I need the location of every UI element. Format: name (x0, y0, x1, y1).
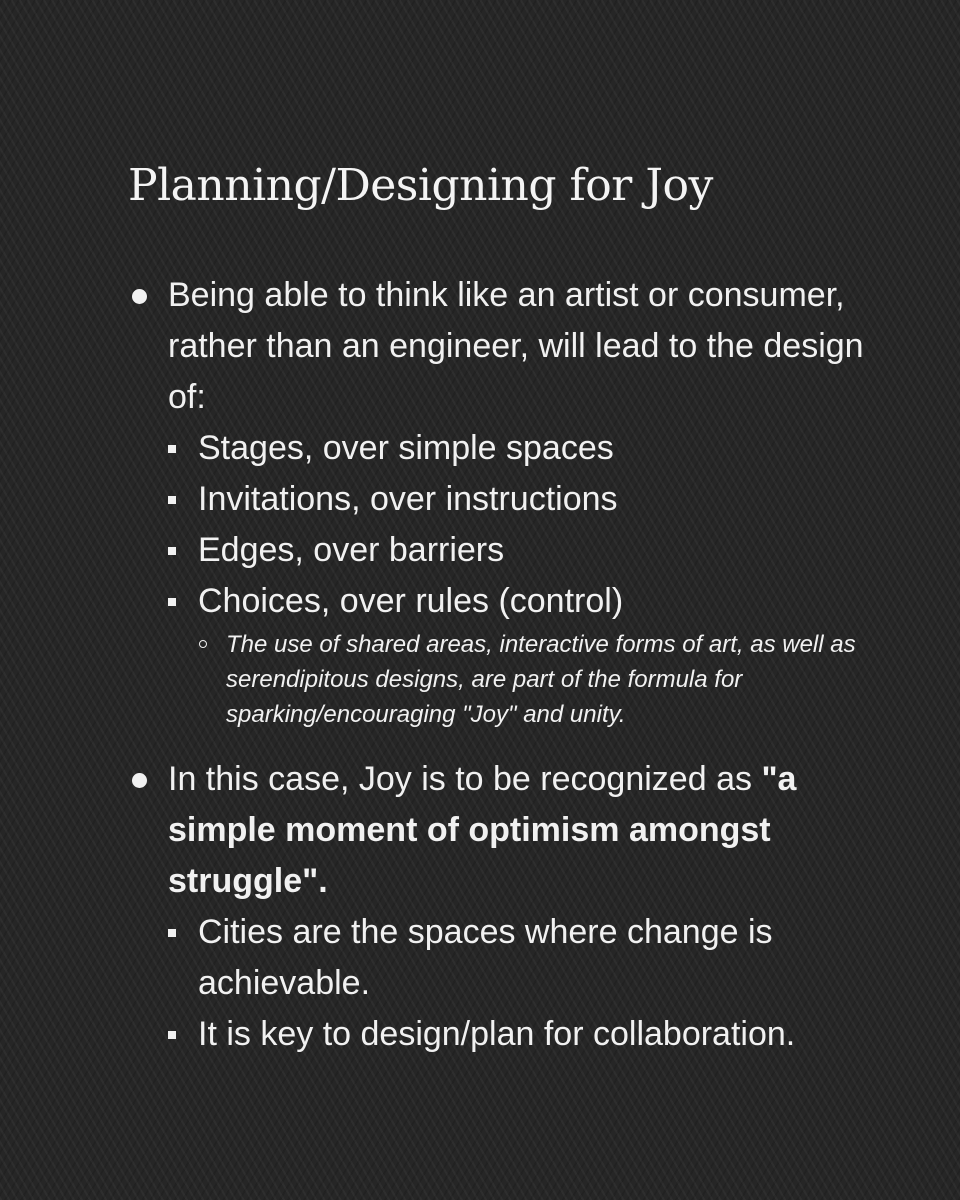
sub-bullet-text: Cities are the spaces where change is achievable. (198, 913, 773, 1002)
sub-bullet-item (128, 576, 868, 627)
square-bullet-icon (168, 1031, 176, 1039)
note-item (128, 627, 868, 732)
square-bullet-icon (168, 445, 176, 453)
sub-bullet-item (128, 907, 868, 1009)
bullet-dot-icon (132, 289, 147, 304)
sub-bullet-text: It is key to design/plan for collaboration. (198, 1015, 796, 1053)
bullet-item (128, 754, 868, 907)
slide-title: Planning/Designing for Joy (128, 160, 713, 211)
bullet-text: Being able to think like an artist or consumer, rather than an engineer, will lead to the design of: (168, 276, 864, 416)
square-bullet-icon (168, 547, 176, 555)
sub-bullet-text: Edges, over barriers (198, 531, 505, 569)
sub-bullet-item (128, 423, 868, 474)
bullet-dot-icon (132, 773, 147, 788)
sub-bullet-item (128, 474, 868, 525)
bullet-item (128, 270, 868, 423)
sub-bullet-text: Invitations, over instructions (198, 480, 618, 518)
bullet-text-emphasis: "a simple moment of optimism amongst struggle". (168, 760, 797, 900)
spacer (128, 732, 868, 754)
bullet-list (128, 270, 868, 1060)
circle-bullet-icon (199, 640, 207, 648)
note-text: The use of shared areas, interactive forms of art, as well as serendipitous designs, are part of the formula for sparking/encouraging "Joy" and unity. (226, 631, 856, 728)
sub-bullet-text: Stages, over simple spaces (198, 429, 614, 467)
square-bullet-icon (168, 929, 176, 937)
sub-bullet-text: Choices, over rules (control) (198, 582, 624, 620)
sub-bullet-item (128, 525, 868, 576)
bullet-text-prefix: In this case, Joy is to be recognized as (168, 760, 762, 798)
square-bullet-icon (168, 496, 176, 504)
sub-bullet-item (128, 1009, 868, 1060)
square-bullet-icon (168, 598, 176, 606)
